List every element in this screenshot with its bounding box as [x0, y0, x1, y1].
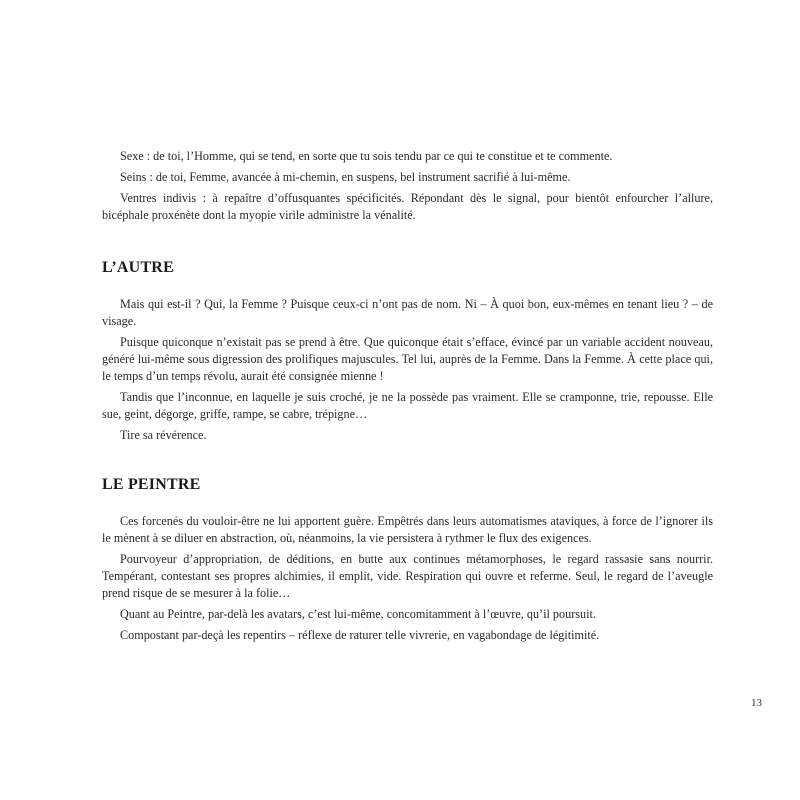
- page-number: 13: [751, 697, 762, 709]
- section-heading-le-peintre: LE PEINTRE: [102, 476, 201, 493]
- paragraph: Tire sa révérence.: [120, 428, 207, 442]
- paragraph: Ces forcenés du vouloir-être ne lui apportent guère. Empêtrés dans leurs automatismes ataviques, à force de l’ignorer ils le mènent à se diluer en abstraction, où, néanmoins, la vie persistera à rythmer le flux des exigences.: [102, 514, 713, 545]
- section-intro: [102, 148, 713, 224]
- page-body: [102, 148, 713, 648]
- paragraph: Sexe : de toi, l’Homme, qui se tend, en sorte que tu sois tendu par ce qui te constitue et te commente.: [120, 149, 613, 163]
- paragraph: Pourvoyeur d’appropriation, de déditions, en butte aux continues métamorphoses, le regard rassasie sans nourrir. Tempérant, contestant ses propres alchimies, il emplit, vide. Respiration qui ouvre et referme. Seul, le regard de l’aveugle prend risque de se mesurer à la folie…: [102, 552, 713, 600]
- section-le-peintre: [102, 513, 713, 644]
- section-heading-lautre: L’AUTRE: [102, 259, 174, 276]
- paragraph: Compostant par-deçà les repentirs – réflexe de raturer telle vivrerie, en vagabondage de légitimité.: [120, 628, 600, 642]
- paragraph: Tandis que l’inconnue, en laquelle je suis croché, je ne la possède pas vraiment. Elle se cramponne, trie, repousse. Elle sue, geint, dégorge, griffe, rampe, se cabre, trépigne…: [102, 390, 713, 421]
- paragraph: Quant au Peintre, par-delà les avatars, c’est lui-même, concomitamment à l’œuvre, qu’il poursuit.: [120, 607, 596, 621]
- paragraph: Puisque quiconque n’existait pas se prend à être. Que quiconque était s’efface, évincé par un variable accident nouveau, généré lui-même sous digression des prolifiques majuscules. Tel lui, auprès de la Femme. Dans la Femme. À cette place qui, le temps d’un temps révolu, aurait été consignée mienne !: [102, 335, 713, 383]
- paragraph: Seins : de toi, Femme, avancée à mi-chemin, en suspens, bel instrument sacrifié à lui-même.: [120, 170, 571, 184]
- paragraph: Mais qui est-il ? Qui, la Femme ? Puisque ceux-ci n’ont pas de nom. Ni – À quoi bon, eux-mêmes en tenant lieu ? – de visage.: [102, 297, 713, 328]
- paragraph: Ventres indivis : à repaître d’offusquantes spécificités. Répondant dès le signal, pour bientôt enfourcher l’allure, bicéphale proxénète dont la myopie virile administre la vénalité.: [102, 191, 713, 222]
- section-lautre: [102, 296, 713, 444]
